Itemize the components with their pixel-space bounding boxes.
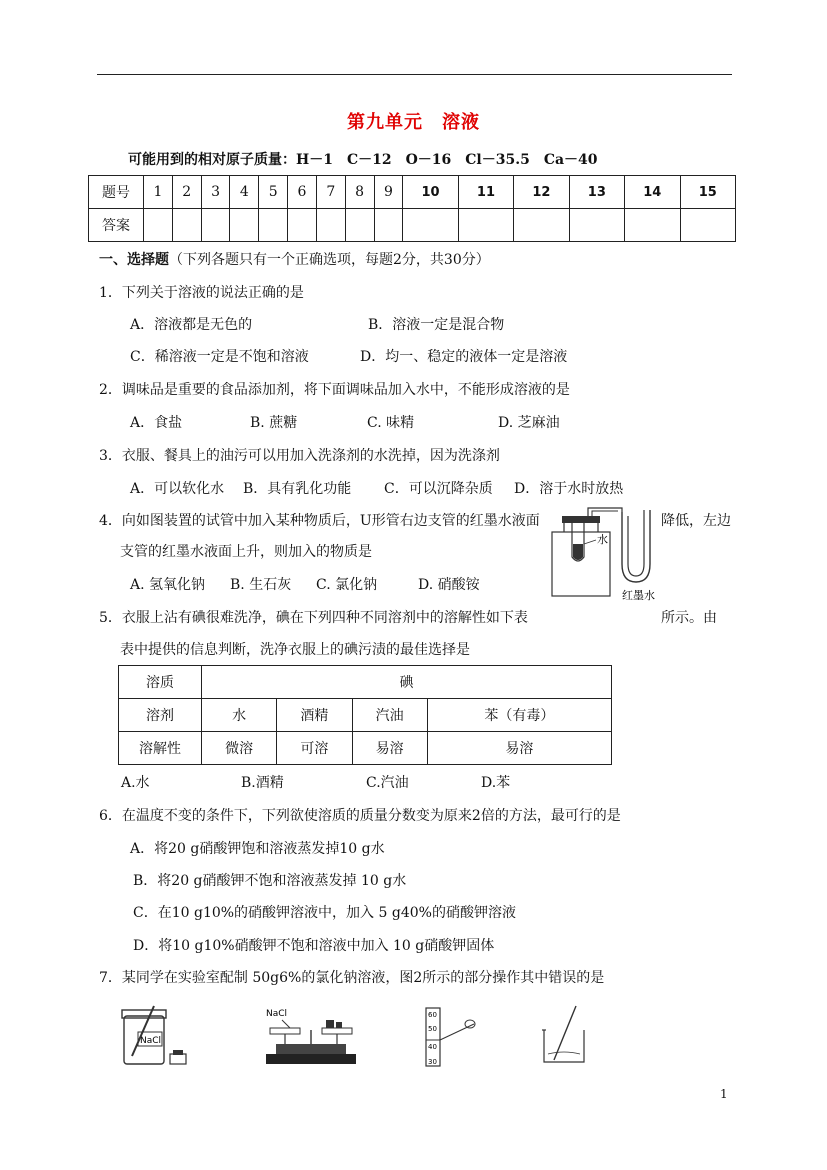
balance-label-nacl: NaCl bbox=[266, 1009, 288, 1019]
solvent-cell: 酒精 bbox=[277, 699, 352, 732]
answer-cell[interactable] bbox=[172, 209, 201, 242]
q1-option-d[interactable]: D．均一、稳定的液体一定是溶液 bbox=[360, 349, 568, 365]
q1-option-c[interactable]: C．稀溶液一定是不饱和溶液 bbox=[130, 349, 309, 365]
question-number: 15 bbox=[680, 176, 736, 209]
q2-option-c[interactable]: C. 味精 bbox=[367, 415, 415, 431]
q5-stem-part1: 5．衣服上沾有碘很难洗净，碘在下列四种不同溶剂中的溶解性如下表 bbox=[99, 610, 528, 626]
solvent-cell: 汽油 bbox=[352, 699, 427, 732]
q6-option-c[interactable]: C．在10 g10%的硝酸钾溶液中，加入 5 g40%的硝酸钾溶液 bbox=[133, 905, 516, 921]
q6-option-b[interactable]: B．将20 g硝酸钾不饱和溶液蒸发掉 10 g水 bbox=[133, 873, 407, 889]
q7-stem: 7．某同学在实验室配制 50g6%的氯化钠溶液，图2所示的部分操作其中错误的是 bbox=[99, 970, 605, 986]
answer-cell[interactable] bbox=[201, 209, 230, 242]
q6-stem: 6．在温度不变的条件下，下列欲使溶质的质量分数变为原来2倍的方法，最可行的是 bbox=[99, 808, 621, 824]
q3-option-b[interactable]: B．具有乳化功能 bbox=[243, 481, 352, 497]
section-note: （下列各题只有一个正确选项，每题2分，共30分） bbox=[169, 252, 490, 268]
solubility-cell: 可溶 bbox=[277, 732, 352, 765]
page-number: 1 bbox=[720, 1087, 728, 1101]
q3-stem: 3．衣服、餐具上的油污可以用加入洗涤剂的水洗掉，因为洗涤剂 bbox=[99, 448, 500, 464]
solubility-cell: 易溶 bbox=[427, 732, 611, 765]
q2-option-a[interactable]: A．食盐 bbox=[130, 415, 183, 431]
question-number: 2 bbox=[172, 176, 201, 209]
cylinder-mark-60: 60 bbox=[428, 1011, 437, 1019]
question-number: 13 bbox=[569, 176, 624, 209]
q1-option-b[interactable]: B．溶液一定是混合物 bbox=[368, 317, 505, 333]
question-number: 8 bbox=[345, 176, 374, 209]
solubility-cell: 微溶 bbox=[202, 732, 277, 765]
question-number: 4 bbox=[230, 176, 259, 209]
q6-option-d[interactable]: D．将10 g10%硝酸钾不饱和溶液中加入 10 g硝酸钾固体 bbox=[133, 938, 495, 954]
page-title: 第九单元 溶液 bbox=[347, 112, 480, 133]
answer-cell[interactable] bbox=[316, 209, 345, 242]
question-number: 5 bbox=[259, 176, 288, 209]
solubility-row-solute bbox=[119, 666, 612, 699]
question-number: 11 bbox=[458, 176, 513, 209]
u-tube-apparatus-figure bbox=[548, 502, 664, 604]
answer-cell[interactable] bbox=[374, 209, 403, 242]
question-number: 14 bbox=[625, 176, 680, 209]
q3-option-a[interactable]: A．可以软化水 bbox=[130, 481, 225, 497]
header-rule bbox=[97, 74, 732, 75]
q3-option-c[interactable]: C．可以沉降杂质 bbox=[384, 481, 493, 497]
section-title: 一、选择题 bbox=[99, 252, 169, 268]
q4-option-c[interactable]: C. 氯化钠 bbox=[316, 577, 378, 593]
q5-option-a[interactable]: A.水 bbox=[121, 775, 150, 791]
beaker-stirring-figure bbox=[536, 1004, 596, 1068]
q4-stem-part3: 支管的红墨水液面上升，则加入的物质是 bbox=[120, 544, 372, 560]
q5-option-d[interactable]: D.苯 bbox=[481, 775, 511, 791]
solubility-table bbox=[118, 665, 612, 765]
q4-option-d[interactable]: D. 硝酸铵 bbox=[418, 577, 480, 593]
q5-stem-part2: 所示。由 bbox=[661, 610, 717, 626]
q2-option-b[interactable]: B. 蔗糖 bbox=[250, 415, 298, 431]
jar-label-nacl: NaCl bbox=[140, 1036, 162, 1046]
answer-cell[interactable] bbox=[403, 209, 458, 242]
answer-cell[interactable] bbox=[625, 209, 680, 242]
answer-cell[interactable] bbox=[288, 209, 317, 242]
answer-cell[interactable] bbox=[458, 209, 513, 242]
figure-label-red-ink: 红墨水 bbox=[622, 589, 655, 602]
answer-cell[interactable] bbox=[680, 209, 736, 242]
solvent-cell: 水 bbox=[202, 699, 277, 732]
row-label-answer: 答案 bbox=[89, 209, 144, 242]
balance-figure bbox=[262, 1004, 358, 1068]
question-number: 7 bbox=[316, 176, 345, 209]
solvent-cell: 苯（有毒） bbox=[427, 699, 611, 732]
q4-option-b[interactable]: B. 生石灰 bbox=[230, 577, 292, 593]
q2-option-d[interactable]: D. 芝麻油 bbox=[498, 415, 560, 431]
row-label-solute: 溶质 bbox=[119, 666, 202, 699]
q5-option-c[interactable]: C.汽油 bbox=[366, 775, 409, 791]
question-number: 12 bbox=[514, 176, 569, 209]
q5-stem-part3: 表中提供的信息判断，洗净衣服上的碘污渍的最佳选择是 bbox=[120, 642, 470, 658]
answer-cell[interactable] bbox=[259, 209, 288, 242]
solubility-cell: 易溶 bbox=[352, 732, 427, 765]
answer-cell[interactable] bbox=[230, 209, 259, 242]
graduated-cylinder-figure bbox=[414, 1004, 484, 1068]
solute-cell: 碘 bbox=[202, 666, 612, 699]
cylinder-mark-50: 50 bbox=[428, 1025, 437, 1033]
q1-stem: 1．下列关于溶液的说法正确的是 bbox=[99, 285, 304, 301]
nacl-jar-figure bbox=[118, 1004, 192, 1068]
answer-table bbox=[88, 175, 736, 242]
row-label-solubility: 溶解性 bbox=[119, 732, 202, 765]
q1-option-a[interactable]: A．溶液都是无色的 bbox=[130, 317, 253, 333]
atomic-masses: 可能用到的相对原子质量：H－1 C－12 O－16 Cl－35.5 Ca－40 bbox=[128, 152, 598, 168]
solubility-row-solubility bbox=[119, 732, 612, 765]
solubility-row-solvent bbox=[119, 699, 612, 732]
question-number: 3 bbox=[201, 176, 230, 209]
q5-option-b[interactable]: B.酒精 bbox=[241, 775, 284, 791]
answer-cell[interactable] bbox=[569, 209, 624, 242]
answer-cell[interactable] bbox=[514, 209, 569, 242]
answer-table-header-row bbox=[89, 176, 736, 209]
answer-cell[interactable] bbox=[345, 209, 374, 242]
cylinder-mark-40: 40 bbox=[428, 1043, 437, 1051]
answer-table-answer-row bbox=[89, 209, 736, 242]
question-number: 1 bbox=[144, 176, 173, 209]
q2-stem: 2．调味品是重要的食品添加剂，将下面调味品加入水中，不能形成溶液的是 bbox=[99, 382, 570, 398]
question-number: 10 bbox=[403, 176, 458, 209]
q4-option-a[interactable]: A. 氢氧化钠 bbox=[130, 577, 206, 593]
q4-stem-part1: 4．向如图装置的试管中加入某种物质后，U形管右边支管的红墨水液面 bbox=[99, 513, 540, 529]
cylinder-mark-30: 30 bbox=[428, 1058, 437, 1066]
q4-stem-part2: 降低，左边 bbox=[661, 513, 731, 529]
section-heading bbox=[99, 249, 490, 269]
question-number: 9 bbox=[374, 176, 403, 209]
row-label-number: 题号 bbox=[89, 176, 144, 209]
q6-option-a[interactable]: A．将20 g硝酸钾饱和溶液蒸发掉10 g水 bbox=[130, 841, 385, 857]
figure-label-water: 水 bbox=[597, 533, 608, 546]
question-number: 6 bbox=[288, 176, 317, 209]
row-label-solvent: 溶剂 bbox=[119, 699, 202, 732]
q3-option-d[interactable]: D．溶于水时放热 bbox=[514, 481, 624, 497]
answer-cell[interactable] bbox=[144, 209, 173, 242]
